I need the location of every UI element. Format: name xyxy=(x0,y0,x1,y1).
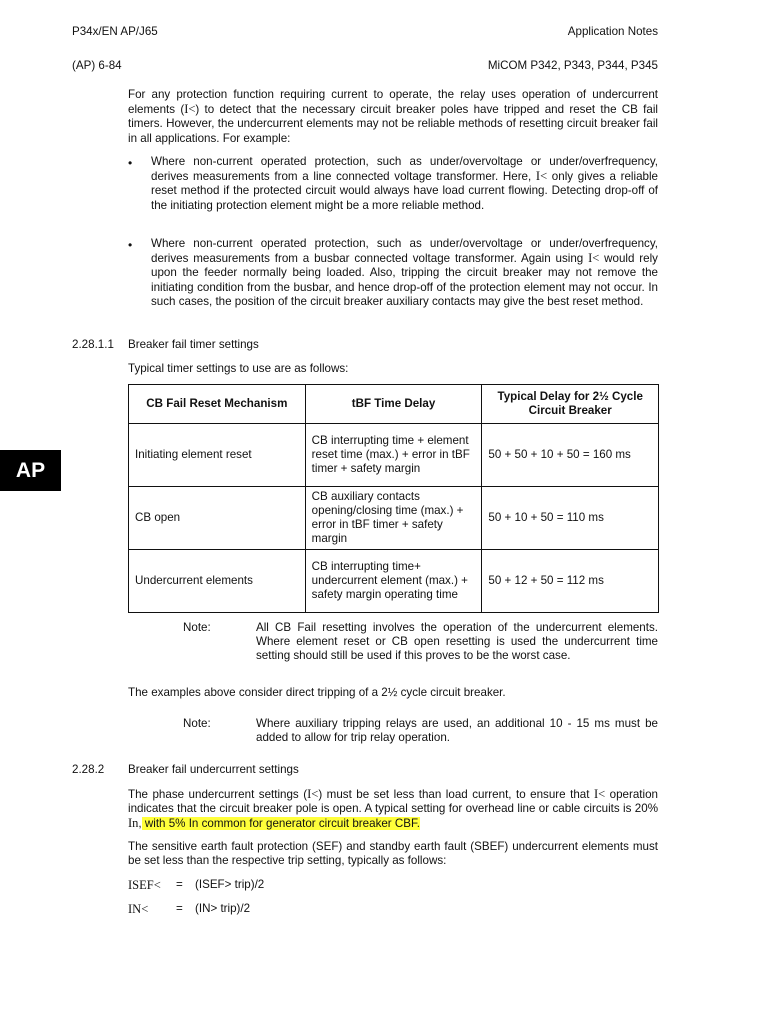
section-title: Application Notes xyxy=(567,25,658,38)
table-cell: 50 + 50 + 10 + 50 = 160 ms xyxy=(482,424,659,487)
examples-text: The examples above consider direct tripping of a 2½ cycle circuit breaker. xyxy=(128,686,506,699)
note-label: Note: xyxy=(183,621,211,634)
intro-paragraph xyxy=(128,88,658,146)
table-cell: Initiating element reset xyxy=(129,424,306,487)
intro-text-b: ) to detect that the necessary circuit breaker poles have tripped and reset the CB fail timers. However, the undercurrent elements may not be reliable methods of resetting circuit breaker fail in all applications. For example: xyxy=(128,103,659,145)
equation-lhs: ISEF< xyxy=(128,878,161,892)
note-text: Where auxiliary tripping relays are used, an additional 10 - 15 ms must be added to allow for trip relay operation. xyxy=(256,717,658,745)
equation-rhs: (ISEF> trip)/2 xyxy=(195,878,265,891)
undercurrent-symbol: I< xyxy=(307,787,319,801)
undercurrent-symbol: I< xyxy=(593,787,606,801)
note-label: Note: xyxy=(183,717,211,730)
section-heading: Breaker fail timer settings xyxy=(128,338,259,351)
table-row xyxy=(129,550,659,613)
bullet-text-b: only gives a reliable reset method if the protected circuit would always have load current flowing. Detecting drop-off of the initiating protection element might be a more reliable method. xyxy=(151,170,658,212)
paragraph-text: The phase undercurrent settings ( xyxy=(128,788,308,801)
bullet-item-busbar-vt xyxy=(151,237,658,309)
rated-current-symbol: In xyxy=(128,816,139,831)
section-tab: AP xyxy=(0,450,61,491)
product-title: MiCOM P342, P343, P344, P345 xyxy=(487,59,658,72)
intro-text-a: For any protection function requiring current to operate, the relay uses operation of undercurrent elements ( xyxy=(128,88,658,117)
bullet-text-a: Where non-current operated protection, such as under/overvoltage or under/overfrequency, derives measurements from a busbar connected voltage transformer. Again using xyxy=(151,237,658,266)
breaker-fail-timer-table xyxy=(128,384,659,613)
undercurrent-symbol: I< xyxy=(535,169,548,184)
section-number: 2.28.1.1 xyxy=(72,338,114,351)
bullet-text-a: Where non-current operated protection, such as under/overvoltage or under/overfrequency, derives measurements from a line connected voltage transformer. Here, xyxy=(151,155,658,184)
bullet-text-b: would rely upon the feeder normally being loaded. Also, tripping the circuit breaker may not remove the initiating condition from the busbar, and hence drop-off of the protection element may not occur. In such cases, the position of the circuit breaker auxiliary contacts may give the best reset method. xyxy=(151,252,658,308)
page-reference: (AP) 6-84 xyxy=(72,59,122,72)
equation-equals: = xyxy=(176,902,183,915)
undercurrent-settings-paragraph xyxy=(128,787,658,832)
highlighted-text: with 5% In common for generator circuit breaker CBF. xyxy=(141,817,421,831)
table-header-cell: Typical Delay for 2½ Cycle Circuit Breaker xyxy=(482,385,659,424)
table-header-cell: CB Fail Reset Mechanism xyxy=(129,385,306,424)
undercurrent-symbol: I< xyxy=(588,251,600,266)
paragraph-text: , xyxy=(138,817,142,831)
table-cell: CB interrupting time+ undercurrent element (max.) + safety margin operating time xyxy=(305,550,482,613)
note-text: All CB Fail resetting involves the operation of the undercurrent elements. Where element reset or CB open resetting is used the undercurrent time setting should still be used if this proves to be the worst case. xyxy=(256,621,658,663)
table-header-row xyxy=(129,385,659,424)
paragraph-text: operation indicates that the circuit breaker pole is open. A typical setting for overhead line or cable circuits is 20% xyxy=(128,788,658,816)
section-heading: Breaker fail undercurrent settings xyxy=(128,763,299,776)
sef-paragraph: The sensitive earth fault protection (SEF) and standby earth fault (SBEF) undercurrent elements must be set less than the respective trip setting, typically as follows: xyxy=(128,840,658,868)
table-cell: CB interrupting time + element reset time (max.) + error in tBF timer + safety margin xyxy=(305,424,482,487)
table-row xyxy=(129,424,659,487)
table-cell: CB auxiliary contacts opening/closing time (max.) + error in tBF timer + safety margin xyxy=(305,487,482,550)
table-cell: 50 + 12 + 50 = 112 ms xyxy=(482,550,659,613)
bullet-marker: • xyxy=(128,238,133,252)
section-number: 2.28.2 xyxy=(72,763,105,776)
table-cell: CB open xyxy=(129,487,306,550)
table-lead-text: Typical timer settings to use are as follows: xyxy=(128,362,349,375)
table-header-cell: tBF Time Delay xyxy=(305,385,482,424)
equation-equals: = xyxy=(176,878,183,891)
table-row xyxy=(129,487,659,550)
paragraph-text: ) must be set less than load current, to ensure that xyxy=(318,788,594,801)
bullet-marker: • xyxy=(128,156,133,170)
undercurrent-symbol: I< xyxy=(184,102,196,117)
table-cell: Undercurrent elements xyxy=(129,550,306,613)
table-cell: 50 + 10 + 50 = 110 ms xyxy=(482,487,659,550)
equation-rhs: (IN> trip)/2 xyxy=(195,902,251,915)
bullet-item-line-vt xyxy=(151,155,658,213)
doc-code: P34x/EN AP/J65 xyxy=(72,25,158,38)
equation-lhs: IN< xyxy=(128,902,149,916)
